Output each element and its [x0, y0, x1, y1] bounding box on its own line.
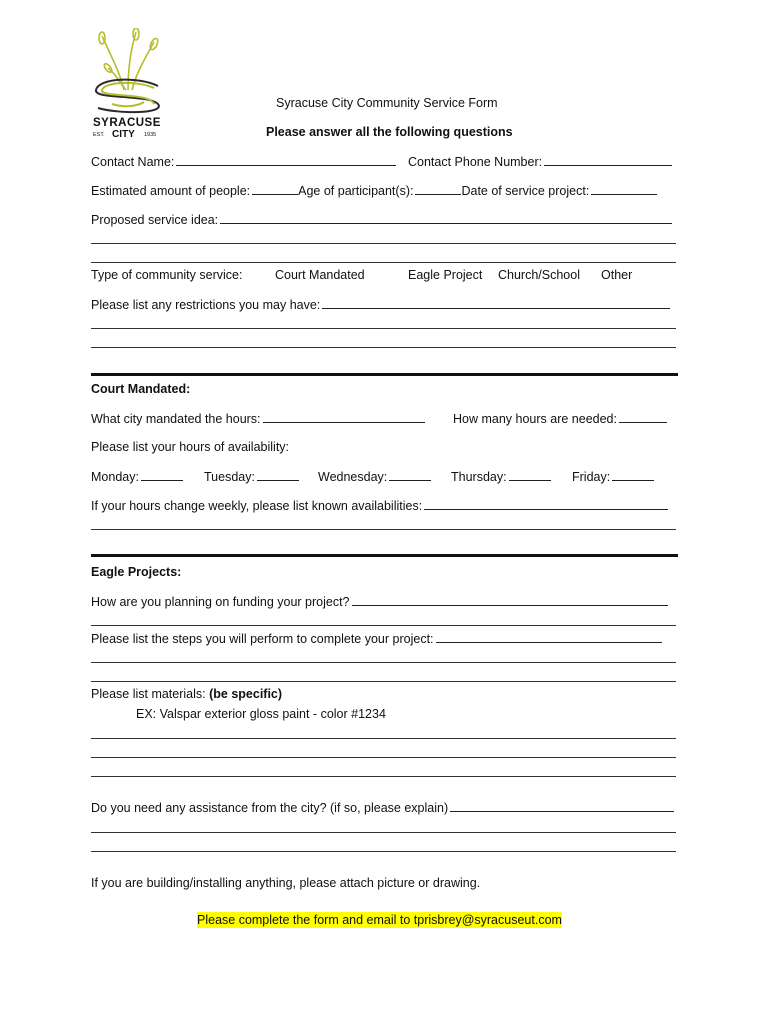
materials-label: Please list materials: [91, 687, 206, 701]
materials-label-row [91, 686, 282, 702]
materials-line[interactable] [91, 738, 676, 739]
contact-phone-field[interactable] [408, 153, 672, 170]
idea-label: Proposed service idea: [91, 213, 219, 227]
assistance-field[interactable] [91, 799, 674, 816]
materials-emphasis: (be specific) [209, 687, 283, 701]
court-city-field[interactable] [91, 410, 425, 427]
restrictions-field[interactable] [91, 296, 670, 313]
service-type-court[interactable]: Court Mandated [275, 268, 365, 282]
wednesday-label: Wednesday: [318, 470, 388, 484]
monday-blank[interactable] [141, 468, 183, 481]
thursday-field[interactable] [451, 468, 551, 485]
steps-line[interactable] [91, 662, 676, 663]
logo-est-text: EST. [93, 132, 105, 138]
contact-name-field[interactable] [91, 153, 396, 170]
assistance-line[interactable] [91, 832, 676, 833]
thursday-label: Thursday: [451, 470, 507, 484]
service-type-church-school[interactable]: Church/School [498, 268, 580, 282]
people-age-date-row [91, 182, 657, 199]
friday-label: Friday: [572, 470, 611, 484]
court-hours-blank[interactable] [619, 410, 667, 423]
materials-line[interactable] [91, 776, 676, 777]
age-blank[interactable] [415, 182, 461, 195]
court-hours-label: How many hours are needed: [453, 412, 617, 426]
contact-phone-blank[interactable] [544, 153, 672, 166]
court-city-blank[interactable] [263, 410, 425, 423]
logo-year-text: 1935 [144, 132, 157, 138]
people-label: Estimated amount of people: [91, 184, 251, 198]
court-city-label: What city mandated the hours: [91, 412, 261, 426]
date-blank[interactable] [591, 182, 657, 195]
assistance-label: Do you need any assistance from the city? (if so, please explain) [91, 801, 449, 815]
restrictions-line[interactable] [91, 328, 676, 329]
logo-name-text: SYRACUSE [93, 117, 161, 129]
form-subtitle: Please answer all the following questions [266, 125, 513, 139]
funding-field[interactable] [91, 593, 668, 610]
weekly-line[interactable] [91, 529, 676, 530]
steps-field[interactable] [91, 630, 662, 647]
steps-blank[interactable] [436, 630, 662, 643]
service-type-label: Type of community service: [91, 268, 243, 282]
attach-note: If you are building/installing anything, please attach picture or drawing. [91, 876, 481, 890]
form-title: Syracuse City Community Service Form [276, 96, 498, 110]
tuesday-blank[interactable] [257, 468, 299, 481]
thursday-blank[interactable] [509, 468, 551, 481]
weekly-blank[interactable] [424, 497, 668, 510]
weekly-label: If your hours change weekly, please list known availabilities: [91, 499, 423, 513]
weekly-field[interactable] [91, 497, 668, 514]
idea-line[interactable] [91, 243, 676, 244]
wednesday-blank[interactable] [389, 468, 431, 481]
contact-name-blank[interactable] [176, 153, 396, 166]
restrictions-line[interactable] [91, 347, 676, 348]
service-type-eagle[interactable]: Eagle Project [408, 268, 483, 282]
assistance-line[interactable] [91, 851, 676, 852]
contact-name-label: Contact Name: [91, 155, 175, 169]
email-instruction: Please complete the form and email to tprisbrey@syracuseut.com [197, 913, 562, 927]
idea-line[interactable] [91, 262, 676, 263]
materials-example: EX: Valspar exterior gloss paint - color #1234 [136, 707, 386, 721]
contact-phone-label: Contact Phone Number: [408, 155, 543, 169]
funding-blank[interactable] [352, 593, 668, 606]
section-divider [91, 554, 678, 557]
restrictions-blank[interactable] [322, 296, 670, 309]
idea-blank[interactable] [220, 211, 672, 224]
tuesday-field[interactable] [204, 468, 299, 485]
people-blank[interactable] [252, 182, 298, 195]
materials-line[interactable] [91, 757, 676, 758]
service-type-other[interactable]: Other [601, 268, 633, 282]
monday-label: Monday: [91, 470, 139, 484]
friday-field[interactable] [572, 468, 654, 485]
assistance-blank[interactable] [450, 799, 674, 812]
availability-label: Please list your hours of availability: [91, 440, 290, 454]
eagle-heading: Eagle Projects: [91, 565, 182, 579]
age-label: Age of participant(s): [298, 184, 414, 198]
wednesday-field[interactable] [318, 468, 431, 485]
funding-label: How are you planning on funding your project? [91, 595, 350, 609]
monday-field[interactable] [91, 468, 183, 485]
steps-line[interactable] [91, 681, 676, 682]
tuesday-label: Tuesday: [204, 470, 255, 484]
court-heading: Court Mandated: [91, 382, 191, 396]
friday-blank[interactable] [612, 468, 654, 481]
idea-field[interactable] [91, 211, 672, 228]
logo-city-text: CITY [112, 129, 135, 140]
date-label: Date of service project: [461, 184, 590, 198]
syracuse-city-logo [88, 28, 170, 140]
court-hours-field[interactable] [453, 410, 667, 427]
section-divider [91, 373, 678, 376]
restrictions-label: Please list any restrictions you may have: [91, 298, 321, 312]
steps-label: Please list the steps you will perform to complete your project: [91, 632, 434, 646]
funding-line[interactable] [91, 625, 676, 626]
